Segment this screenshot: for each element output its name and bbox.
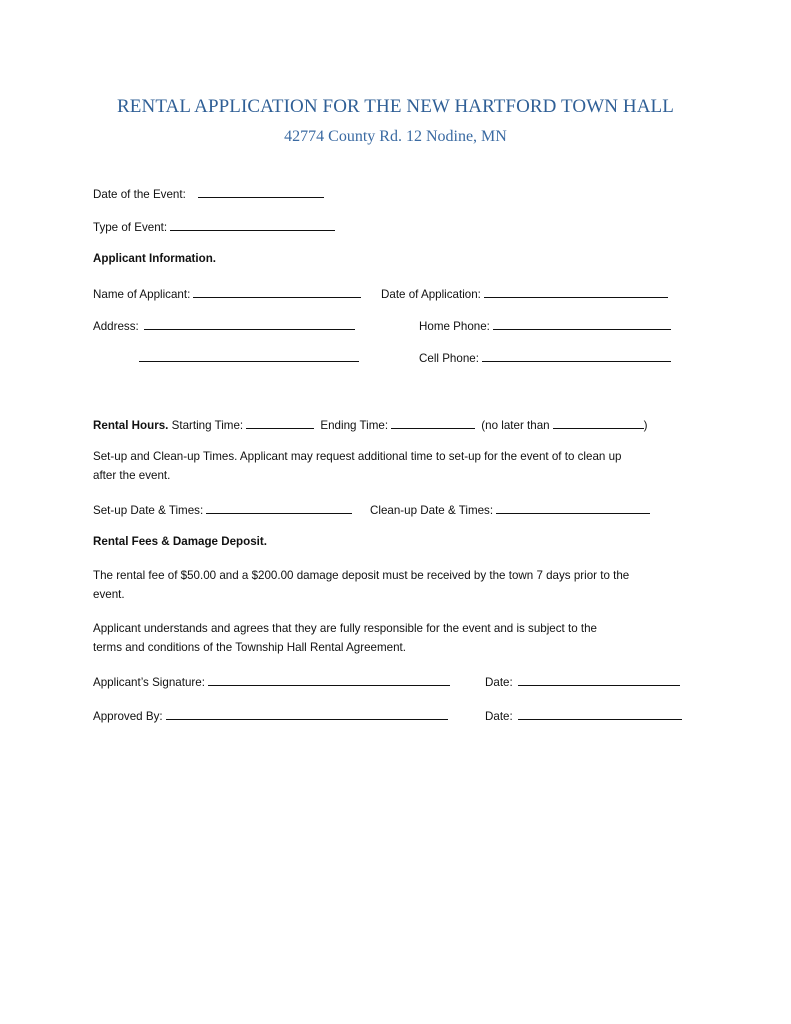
setup-date-times-field[interactable] — [206, 502, 352, 514]
date-of-event-label: Date of the Event: — [93, 188, 186, 201]
setup-date-times-label: Set-up Date & Times: — [93, 504, 204, 517]
home-phone-field[interactable] — [493, 318, 671, 330]
starting-time-label: Starting Time: — [171, 419, 244, 432]
cleanup-date-times-field[interactable] — [496, 502, 650, 514]
cell-phone-label: Cell Phone: — [419, 352, 479, 365]
signature-date-field[interactable] — [518, 674, 680, 686]
type-of-event-row — [93, 219, 335, 235]
fees-paragraph-line2: event. — [93, 588, 125, 601]
approved-by-row — [93, 708, 448, 724]
applicant-signature-label: Applicant’s Signature: — [93, 676, 205, 689]
signature-date-label: Date: — [485, 676, 513, 689]
signature-date-row — [485, 674, 680, 690]
applicant-signature-field[interactable] — [208, 674, 450, 686]
address-row — [93, 318, 355, 334]
approved-date-field[interactable] — [518, 708, 682, 720]
cleanup-date-times-label: Clean-up Date & Times: — [370, 504, 494, 517]
cleanup-dates-row — [370, 502, 650, 518]
ending-time-field[interactable] — [391, 417, 475, 429]
approved-date-label: Date: — [485, 710, 513, 723]
fees-paragraph — [93, 566, 703, 604]
rental-hours-row — [93, 417, 647, 433]
approved-by-field[interactable] — [166, 708, 448, 720]
rental-fees-heading: Rental Fees & Damage Deposit. — [93, 535, 267, 548]
home-phone-row — [419, 318, 671, 334]
type-of-event-field[interactable] — [170, 219, 335, 231]
no-later-than-field[interactable] — [553, 417, 644, 429]
no-later-than-label: (no later than — [481, 419, 550, 432]
cell-phone-field[interactable] — [482, 350, 671, 362]
setup-paragraph — [93, 447, 703, 485]
name-of-applicant-label: Name of Applicant: — [93, 288, 191, 301]
fees-paragraph-line1: The rental fee of $50.00 and a $200.00 damage deposit must be received by the town 7 days prior to the — [93, 569, 630, 582]
agreement-paragraph-line2: terms and conditions of the Township Hall Rental Agreement. — [93, 641, 406, 654]
setup-paragraph-line2: after the event. — [93, 469, 171, 482]
agreement-paragraph — [93, 619, 703, 657]
date-of-application-row — [381, 286, 668, 302]
date-of-application-label: Date of Application: — [381, 288, 481, 301]
address-field-line2[interactable] — [139, 350, 359, 362]
document-title: RENTAL APPLICATION FOR THE NEW HARTFORD TOWN HALL — [117, 96, 674, 117]
name-of-applicant-field[interactable] — [193, 286, 361, 298]
address-label: Address: — [93, 320, 139, 333]
approved-date-row — [485, 708, 682, 724]
ending-time-label: Ending Time: — [320, 419, 389, 432]
rental-hours-heading: Rental Hours. — [93, 419, 169, 432]
applicant-info-heading: Applicant Information. — [93, 252, 217, 265]
name-of-applicant-row — [93, 286, 361, 302]
type-of-event-label: Type of Event: — [93, 221, 168, 234]
address-line2-row — [139, 350, 359, 366]
setup-paragraph-line1: Set-up and Clean-up Times. Applicant may request additional time to set-up for the event of to clean up — [93, 450, 622, 463]
agreement-paragraph-line1: Applicant understands and agrees that they are fully responsible for the event and is subject to the — [93, 622, 597, 635]
setup-dates-row — [93, 502, 352, 518]
approved-by-label: Approved By: — [93, 710, 163, 723]
date-of-event-field[interactable] — [198, 186, 324, 198]
starting-time-field[interactable] — [246, 417, 314, 429]
date-of-event-row — [93, 186, 324, 202]
applicant-signature-row — [93, 674, 450, 690]
home-phone-label: Home Phone: — [419, 320, 490, 333]
address-field-line1[interactable] — [144, 318, 355, 330]
document-address: 42774 County Rd. 12 Nodine, MN — [284, 128, 507, 145]
close-paren: ) — [643, 419, 648, 432]
cell-phone-row — [419, 350, 671, 366]
date-of-application-field[interactable] — [484, 286, 668, 298]
